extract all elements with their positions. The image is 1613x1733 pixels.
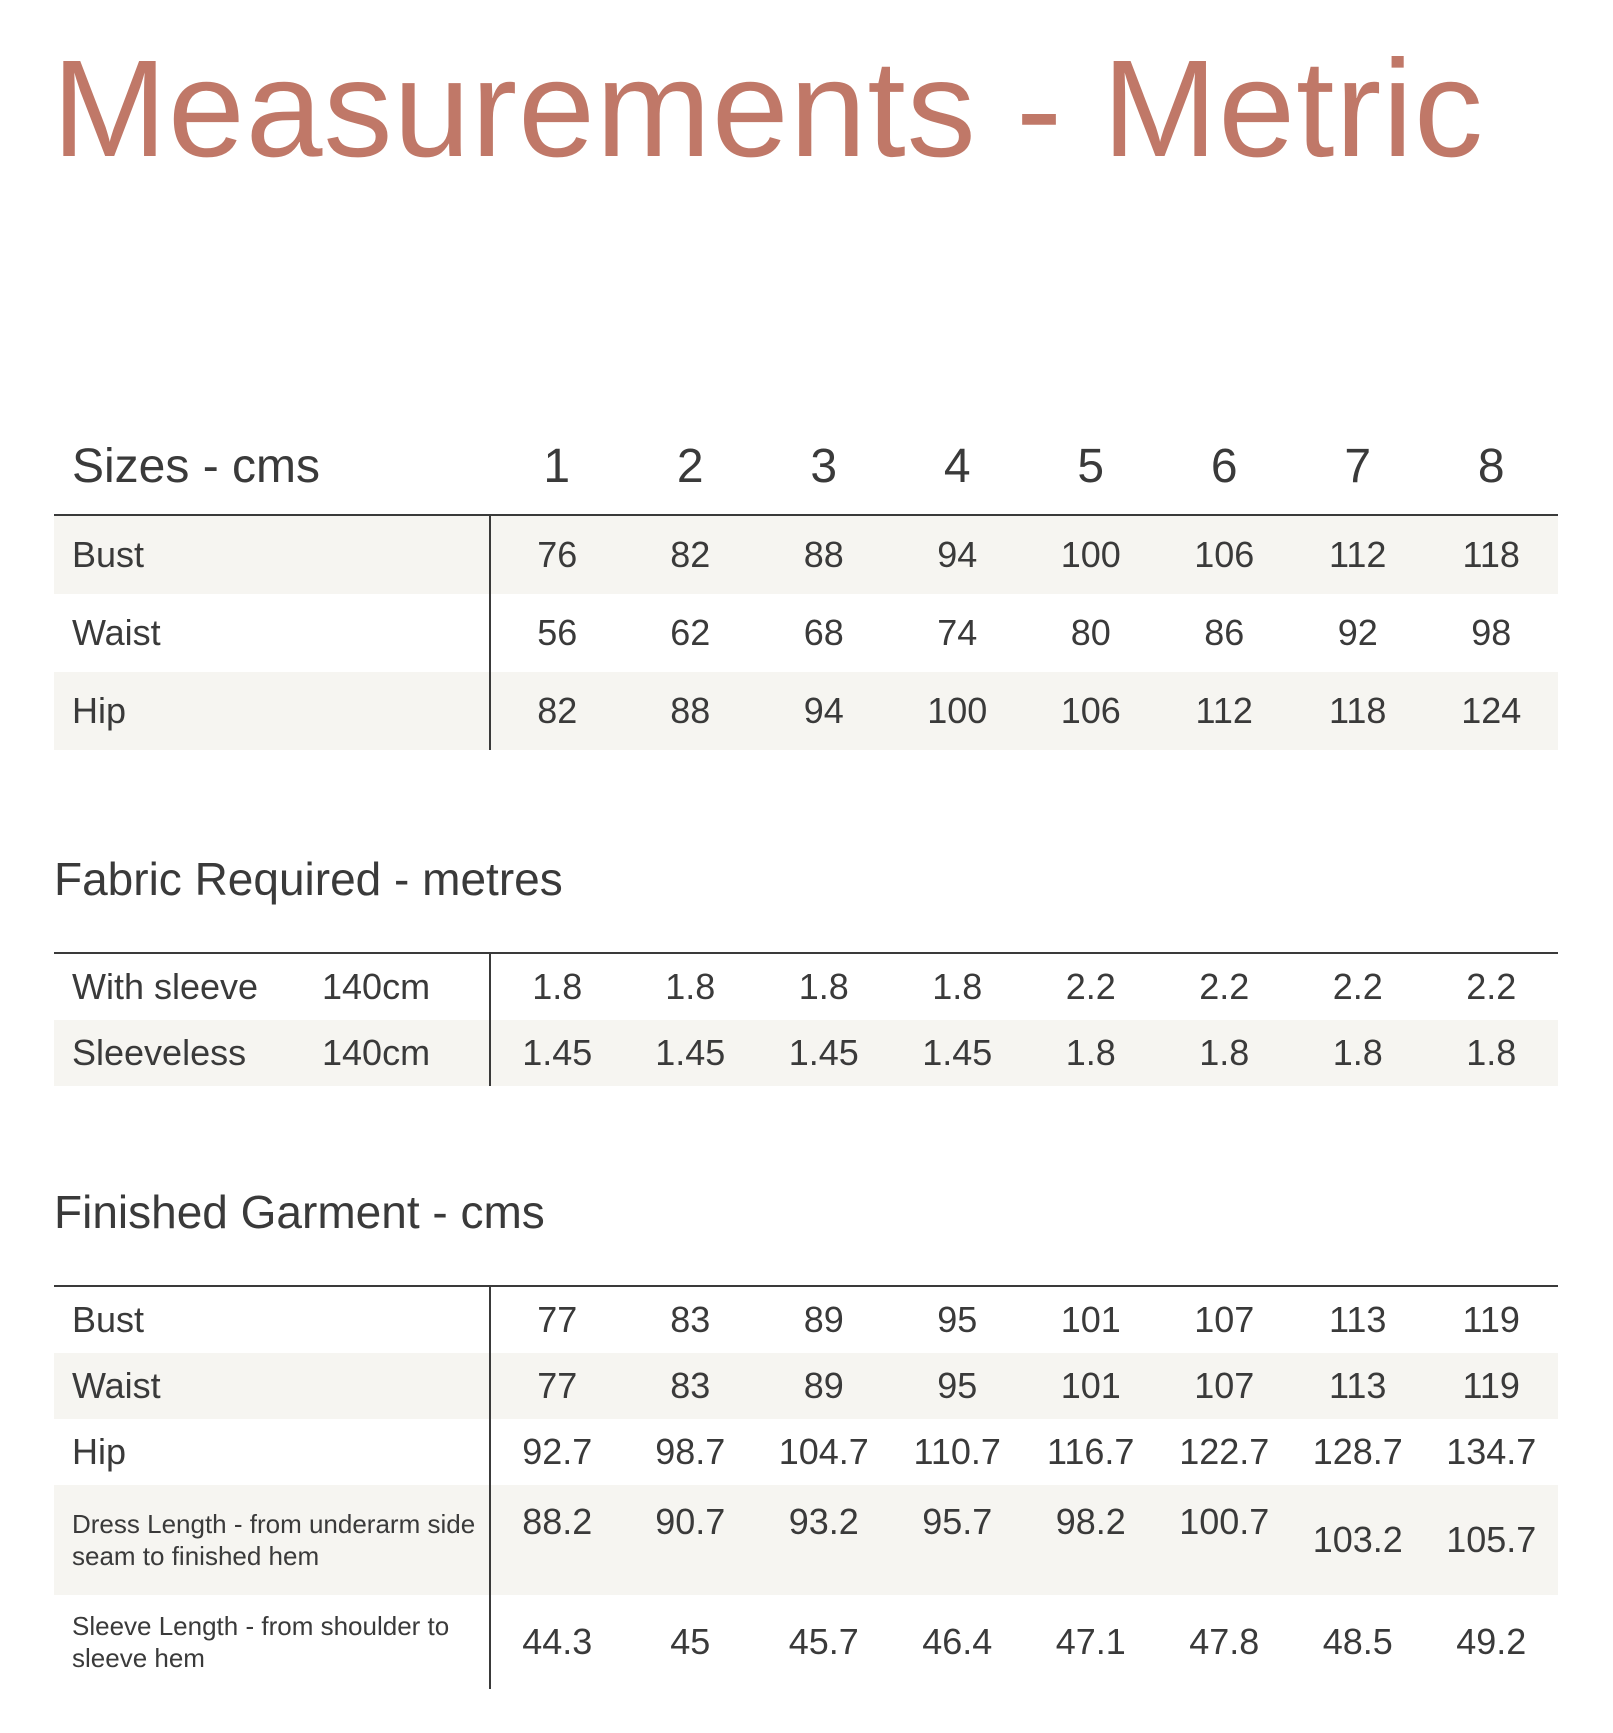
fabric-table: [54, 952, 1558, 1086]
cell-value: 88.2: [490, 1485, 624, 1595]
cell-value: 80: [1070, 612, 1111, 653]
cell-value: 1.45: [490, 1020, 624, 1086]
cell-value: 1.45: [757, 1020, 891, 1086]
cell-value: 118: [1425, 515, 1559, 594]
cell-value: 82: [490, 672, 624, 750]
cell-value: 45.7: [788, 1621, 859, 1662]
cell-value: 77: [490, 1286, 624, 1353]
cell-value: 1.8: [1158, 1020, 1292, 1086]
cell-value: 2.2: [1024, 953, 1158, 1020]
measurements-table: [54, 418, 1558, 750]
row-label: Waist: [54, 594, 490, 672]
cell-value: 77: [490, 1353, 624, 1419]
cell-value: 2.2: [1291, 953, 1425, 1020]
cell-value: 94: [757, 672, 891, 750]
cell-value: 48.5: [1322, 1621, 1393, 1662]
row-label: Waist: [54, 1353, 490, 1419]
cell-value: 1.45: [624, 1020, 758, 1086]
cell-value: 113: [1291, 1353, 1425, 1419]
cell-value: 2.2: [1425, 953, 1559, 1020]
table-row: [54, 1020, 1558, 1086]
cell-value: 49.2: [1456, 1621, 1527, 1662]
finished-section-title: Finished Garment - cms: [54, 1186, 545, 1238]
sizes-header-label: Sizes - cms: [72, 439, 321, 493]
row-label: Hip: [54, 1419, 490, 1485]
cell-value: 1.8: [891, 953, 1025, 1020]
cell-value: 92: [1337, 612, 1378, 653]
cell-value: 93.2: [757, 1485, 891, 1595]
cell-value: 46.4: [922, 1621, 993, 1662]
cell-value: 82: [624, 515, 758, 594]
cell-value: 98.7: [655, 1431, 726, 1472]
table-row: [54, 1419, 1558, 1485]
row-label: Bust: [54, 1286, 490, 1353]
fabric-section-title: Fabric Required - metres: [54, 853, 563, 905]
table-row: [54, 1595, 1558, 1689]
cell-value: 100.7: [1158, 1485, 1292, 1595]
cell-value: 92.7: [522, 1431, 593, 1472]
cell-value: 62: [670, 612, 711, 653]
cell-value: 1.8: [490, 953, 624, 1020]
table-row: [54, 515, 1558, 594]
cell-value: 106: [1158, 515, 1292, 594]
cell-value: 98: [1471, 612, 1512, 653]
cell-value: 89: [757, 1353, 891, 1419]
cell-value: 103.2: [1291, 1485, 1425, 1595]
cell-value: 134.7: [1446, 1431, 1537, 1472]
table-row: [54, 672, 1558, 750]
cell-value: 89: [757, 1286, 891, 1353]
cell-value: 95: [891, 1286, 1025, 1353]
row-label: Sleeve Length - from shoulder to sleeve hem: [54, 1595, 490, 1689]
cell-value: 104.7: [778, 1431, 869, 1472]
cell-value: 56: [537, 612, 578, 653]
cell-value: 122.7: [1179, 1431, 1270, 1472]
cell-value: 106: [1024, 672, 1158, 750]
cell-value: 1.8: [1291, 1020, 1425, 1086]
size-header: 2: [676, 439, 704, 493]
size-header: 3: [810, 439, 838, 493]
cell-value: 83: [624, 1286, 758, 1353]
cell-value: 107: [1158, 1286, 1292, 1353]
fabric-width: 140cm: [322, 966, 431, 1007]
table-row: [54, 1485, 1558, 1595]
table-row: [54, 1353, 1558, 1419]
cell-value: 112: [1158, 672, 1292, 750]
table-row: [54, 953, 1558, 1020]
cell-value: 100: [1024, 515, 1158, 594]
cell-value: 76: [490, 515, 624, 594]
size-header: 5: [1077, 439, 1105, 493]
cell-value: 90.7: [624, 1485, 758, 1595]
cell-value: 47.1: [1055, 1621, 1126, 1662]
cell-value: 112: [1291, 515, 1425, 594]
finished-garment-table: [54, 1285, 1558, 1689]
row-label: Bust: [54, 515, 490, 594]
fabric-type: With sleeve: [72, 966, 259, 1007]
cell-value: 2.2: [1158, 953, 1292, 1020]
cell-value: 74: [937, 612, 978, 653]
size-header: 6: [1210, 439, 1238, 493]
cell-value: 95: [891, 1353, 1025, 1419]
size-header: 4: [943, 439, 971, 493]
cell-value: 128.7: [1312, 1431, 1403, 1472]
cell-value: 107: [1158, 1353, 1292, 1419]
cell-value: 101: [1024, 1286, 1158, 1353]
cell-value: 88: [624, 672, 758, 750]
cell-value: 98.2: [1024, 1485, 1158, 1595]
table-row: [54, 594, 1558, 672]
cell-value: 124: [1425, 672, 1559, 750]
cell-value: 94: [891, 515, 1025, 594]
cell-value: 118: [1291, 672, 1425, 750]
fabric-width: 140cm: [322, 1032, 431, 1073]
cell-value: 1.8: [757, 953, 891, 1020]
cell-value: 119: [1425, 1286, 1559, 1353]
cell-value: 1.8: [1425, 1020, 1559, 1086]
cell-value: 1.8: [1024, 1020, 1158, 1086]
row-label: [54, 953, 490, 1020]
row-label: Dress Length - from underarm side seam to finished hem: [54, 1485, 490, 1595]
size-header: 8: [1477, 439, 1505, 493]
cell-value: 110.7: [913, 1431, 1001, 1472]
cell-value: 1.8: [624, 953, 758, 1020]
cell-value: 83: [624, 1353, 758, 1419]
cell-value: 116.7: [1047, 1431, 1135, 1472]
size-header: 1: [543, 439, 571, 493]
row-label: Hip: [54, 672, 490, 750]
cell-value: 95.7: [891, 1485, 1025, 1595]
size-header-row: [54, 418, 1558, 515]
cell-value: 1.45: [891, 1020, 1025, 1086]
cell-value: 68: [803, 612, 844, 653]
fabric-type: Sleeveless: [72, 1032, 247, 1073]
cell-value: 86: [1204, 612, 1245, 653]
cell-value: 119: [1425, 1353, 1559, 1419]
table-row: [54, 1286, 1558, 1353]
cell-value: 101: [1024, 1353, 1158, 1419]
row-label: [54, 1020, 490, 1086]
cell-value: 113: [1291, 1286, 1425, 1353]
cell-value: 105.7: [1425, 1485, 1559, 1595]
page-title: Measurements - Metric: [52, 32, 1484, 186]
size-header: 7: [1344, 439, 1372, 493]
cell-value: 47.8: [1189, 1621, 1260, 1662]
cell-value: 45: [670, 1621, 711, 1662]
cell-value: 44.3: [522, 1621, 593, 1662]
cell-value: 88: [757, 515, 891, 594]
cell-value: 100: [891, 672, 1025, 750]
